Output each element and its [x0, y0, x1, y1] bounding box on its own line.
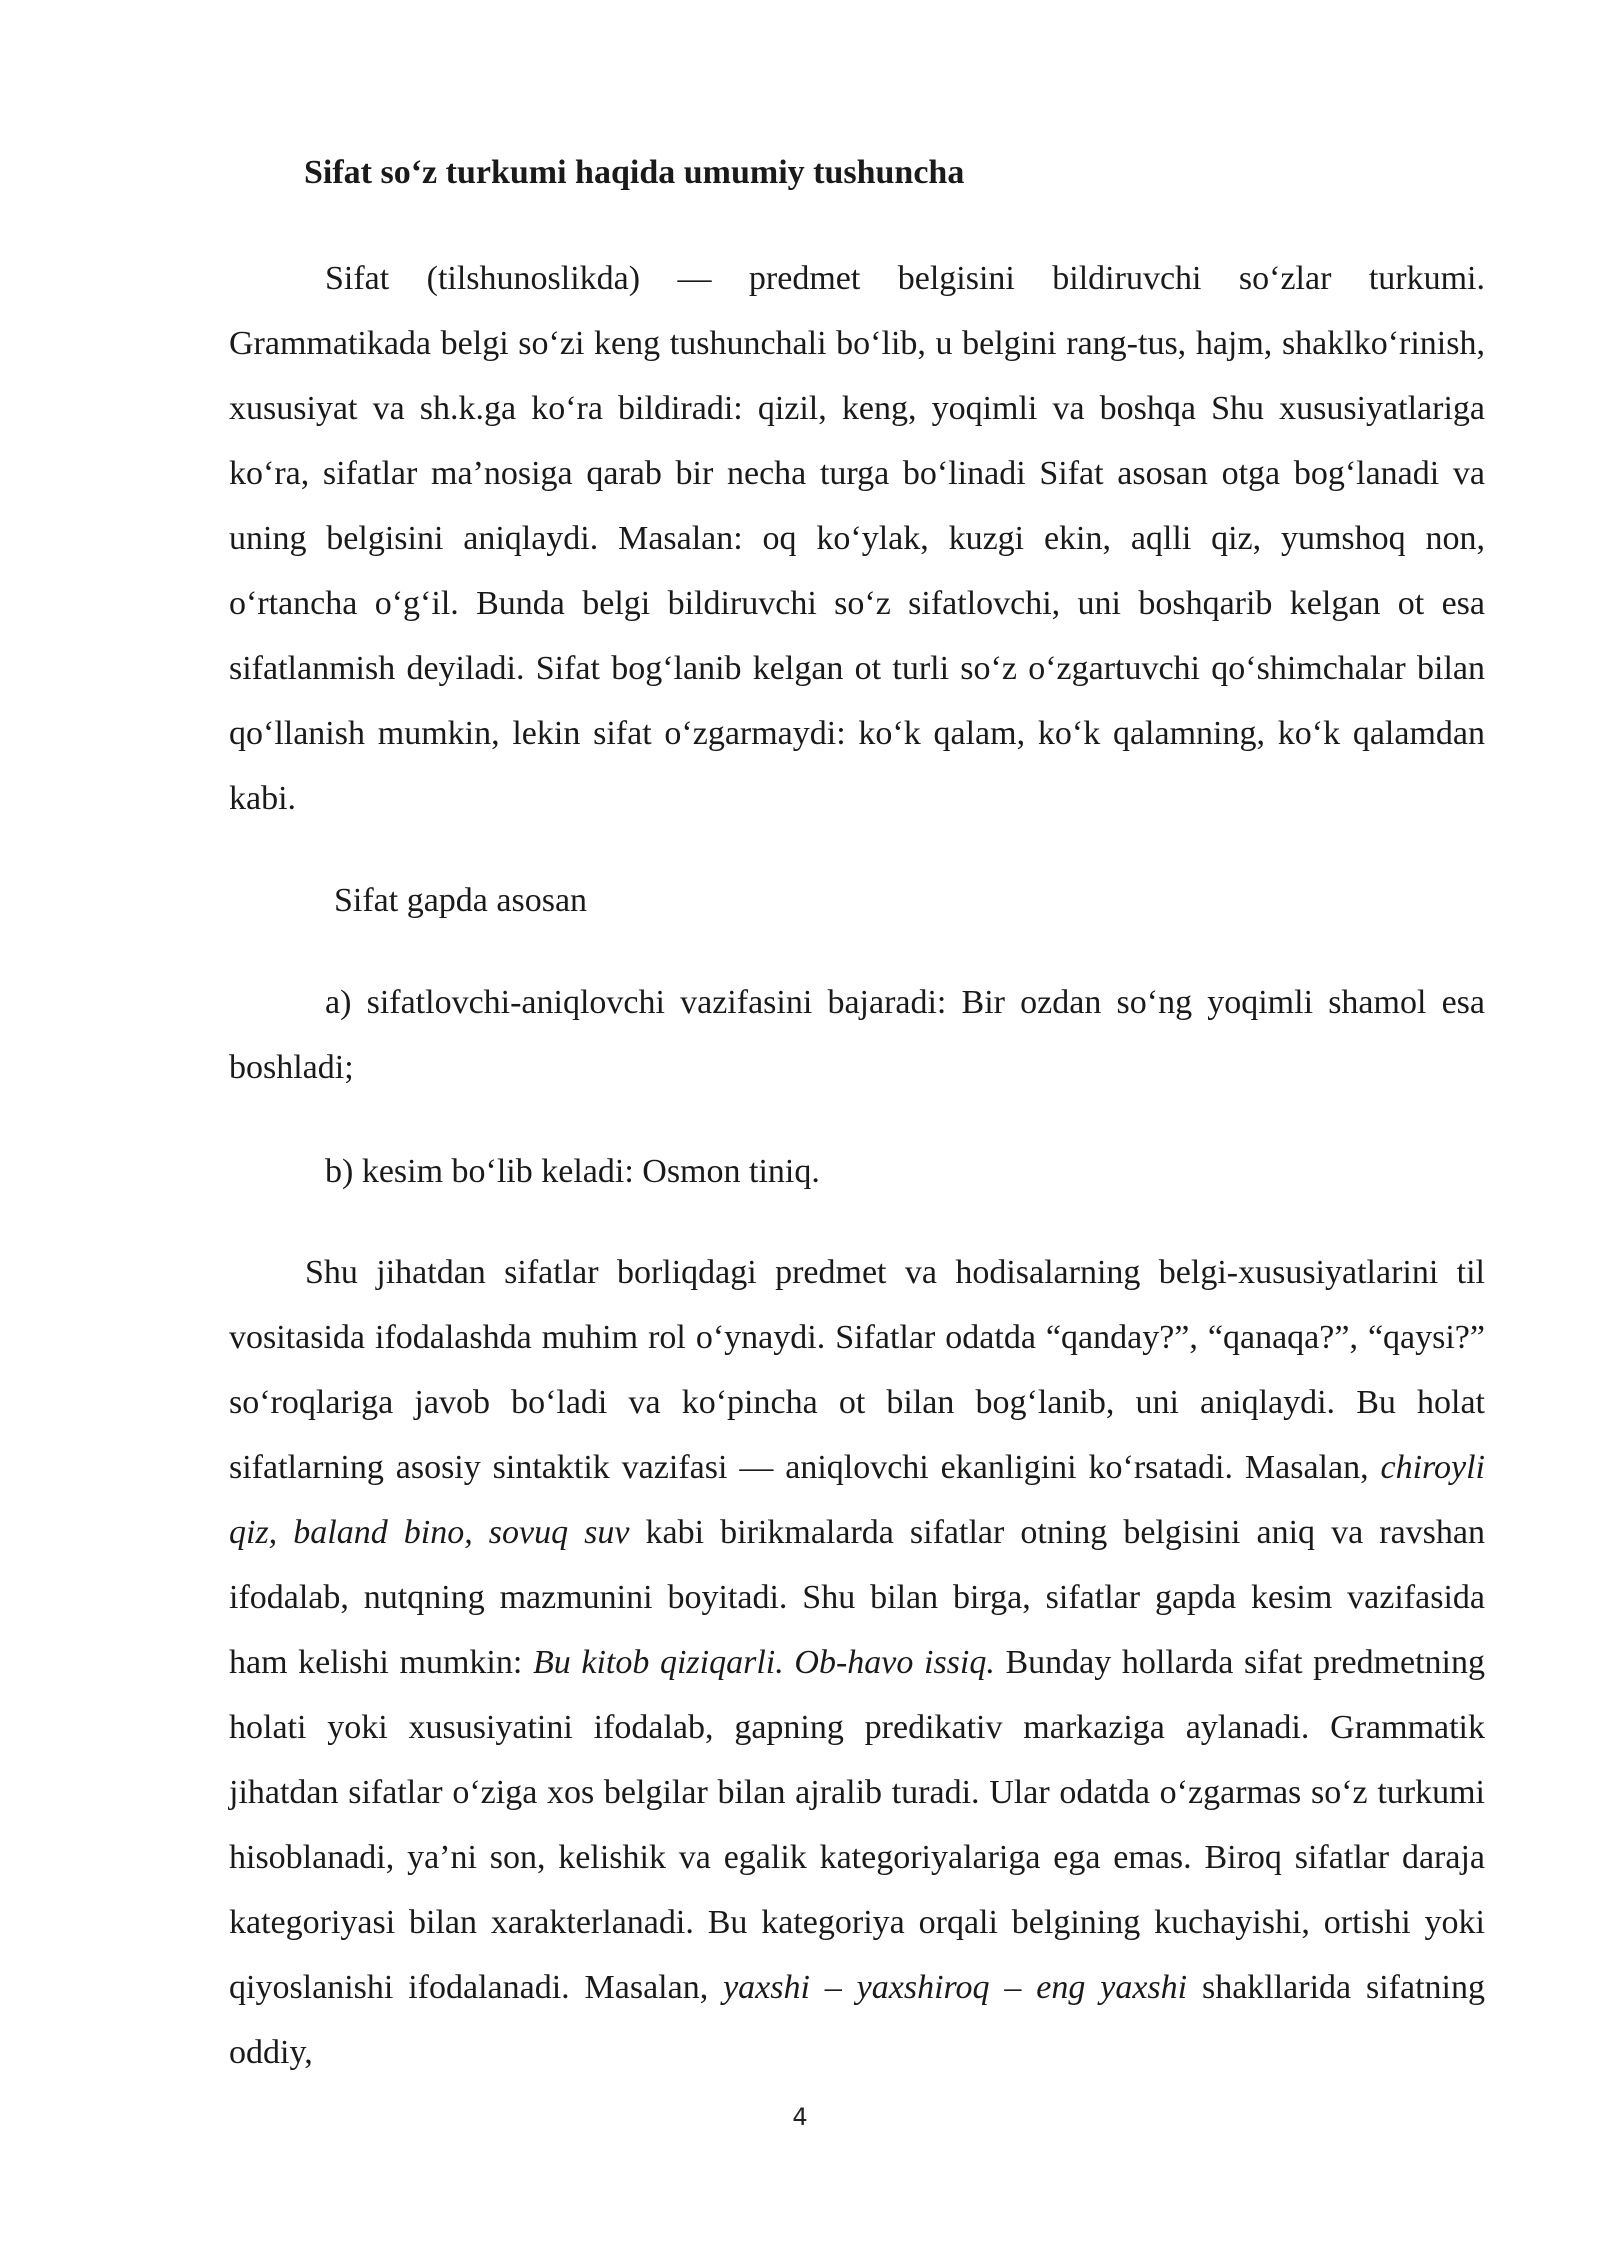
italic-example: yaxshi – yaxshiroq – eng yaxshi	[723, 1969, 1188, 2006]
text-run: Shu jihatdan sifatlar borliqdagi predmet va hodisalarning belgi-xususiyatlarini til vositasida ifodalashda muhim rol o‘ynaydi. Sifatlar odatda “qanday?”, “qanaqa?”, “qaysi?” so‘roqlariga javob bo‘ladi va ko‘pincha ot bilan bog‘lanib, uni aniqlaydi. Bu holat sifatlarning asosiy sintaktik vazifasi — aniqlovchi ekanligini ko‘rsatadi. Masalan,	[229, 1254, 1485, 1486]
text-run: kabi birikmalarda sifatlar otning belgisini aniq va ravshan ifodalab, nutqning mazmunini boyitadi. Shu bilan birga, sifatlar gapda kesim vazifasida ham kelishi mumkin:	[229, 1514, 1486, 1681]
paragraph-definition: Sifat (tilshunoslikda) — predmet belgisini bildiruvchi so‘zlar turkumi. Grammatikada belgi so‘zi keng tushunchali bo‘lib, u belgini rang-tus, hajm, shaklko‘rinish, xususiyat va sh.k.ga ko‘ra bildiradi: qizil, keng, yoqimli va boshqa Shu xususiyatlariga ko‘ra, sifatlar ma’nosiga qarab bir necha turga bo‘linadi Sifat asosan otga bog‘lanadi va uning belgisini aniqlaydi. Masalan: oq ko‘ylak, kuzgi ekin, aqlli qiz, yumshoq non, o‘rtancha o‘g‘il. Bunda belgi bildiruvchi so‘z sifatlovchi, uni boshqarib kelgan ot esa sifatlanmish deyiladi. Sifat bog‘lanib kelgan ot turli so‘z o‘zgartuvchi qo‘shimchalar bilan qo‘llanish mumkin, lekin sifat o‘zgarmaydi: ko‘k qalam, ko‘k qalamning, ko‘k qalamdan kabi.	[229, 260, 1485, 817]
italic-example: Bu kitob qiziqarli. Ob-havo issiq.	[532, 1644, 995, 1681]
section-heading: Sifat so‘z turkumi haqida umumiy tushuncha	[304, 154, 965, 191]
paragraph-explanation	[229, 1240, 1485, 2085]
text-run: shakllarida sifatning oddiy,	[229, 1969, 1485, 2071]
paragraph-item-b: b) kesim bo‘lib keladi: Osmon tiniq.	[325, 1153, 820, 1190]
text-run: Bunday hollarda sifat predmetning holati yoki xususiyatini ifodalab, gapning predikativ markaziga aylanadi. Grammatik jihatdan sifatlar o‘ziga xos belgilar bilan ajralib turadi. Ular odatda o‘zgarmas so‘z turkumi hisoblanadi, ya’ni son, kelishik va egalik kategoriyalariga ega emas. Biroq sifatlar daraja kategoriyasi bilan xarakterlanadi. Bu kategoriya orqali belgining kuchayishi, ortishi yoki qiyoslanishi ifodalanadi. Masalan,	[229, 1644, 1486, 2006]
paragraph-item-a: a) sifatlovchi-aniqlovchi vazifasini bajaradi: Bir ozdan so‘ng yoqimli shamol esa boshladi;	[229, 984, 1485, 1086]
italic-example: chiroyli qiz, baland bino, sovuq suv	[229, 1449, 1485, 1551]
page-number: 4	[792, 2103, 808, 2131]
paragraph-function-intro: Sifat gapda asosan	[334, 882, 588, 919]
